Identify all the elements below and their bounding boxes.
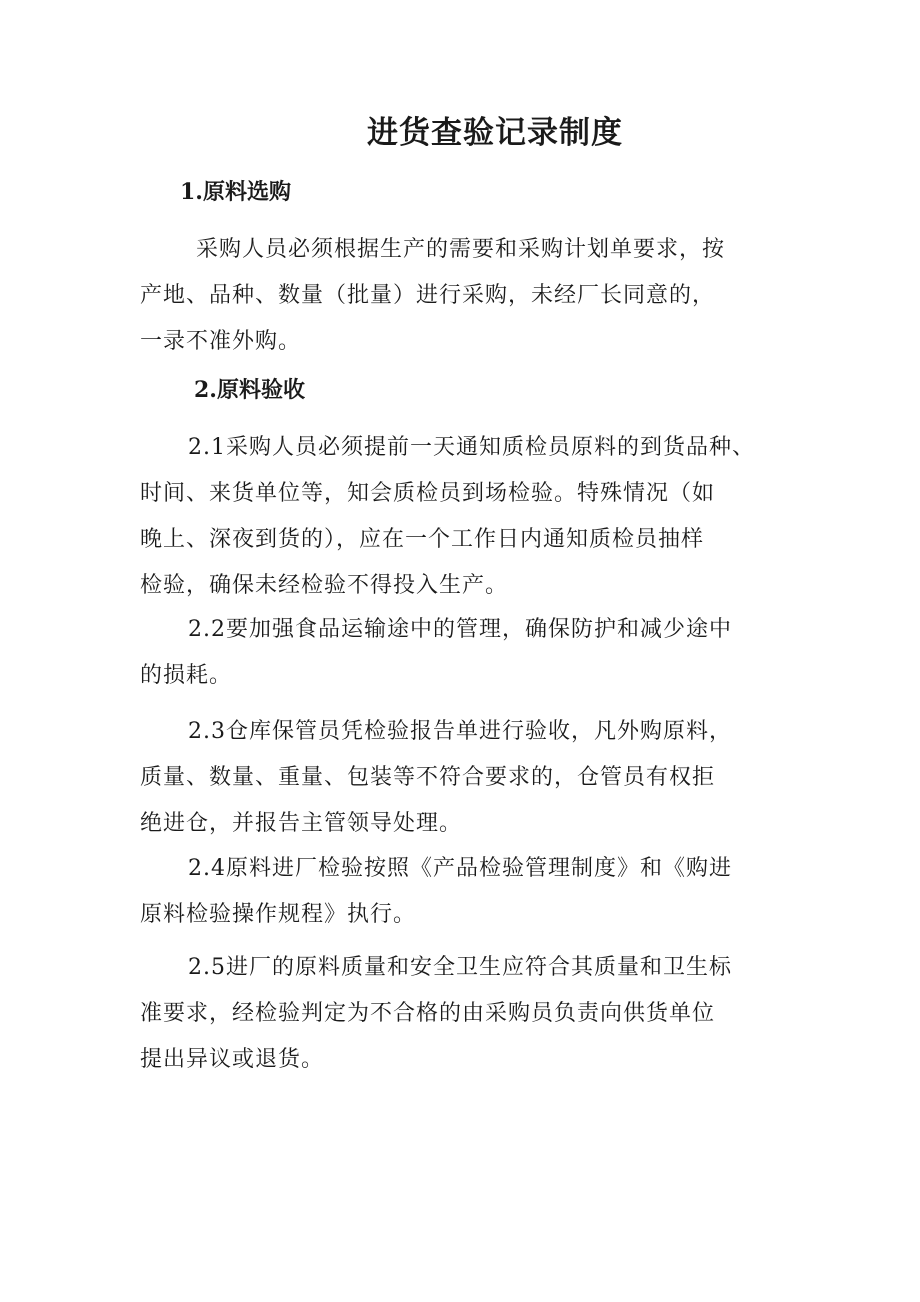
paragraph-1 xyxy=(140,227,725,365)
paragraph-2-3 xyxy=(140,709,732,847)
paragraph-line: 准要求，经检验判定为不合格的由采购员负责向供货单位 xyxy=(140,1001,716,1026)
paragraph-line: 检验，确保未经检验不得投入生产。 xyxy=(140,573,509,598)
paragraph-line: 2.1采购人员必须提前一天通知质检员原料的到货品种、 xyxy=(188,435,755,460)
paragraph-line: 产地、品种、数量（批量）进行采购，未经厂长同意的， xyxy=(140,283,716,308)
paragraph-line: 提出异议或退货。 xyxy=(140,1047,325,1072)
paragraph-line: 采购人员必须根据生产的需要和采购计划单要求，按 xyxy=(196,237,726,262)
paragraph-line: 晚上、深夜到货的），应在一个工作日内通知质检员抽样 xyxy=(140,527,705,552)
paragraph-line: 质量、数量、重量、包装等不符合要求的，仓管员有权拒 xyxy=(140,765,716,790)
paragraph-line: 2.5进厂的原料质量和安全卫生应符合其质量和卫生标 xyxy=(188,955,732,980)
paragraph-2-2 xyxy=(140,607,732,699)
paragraph-2-4 xyxy=(140,846,732,938)
section-heading-1: 1.原料选购 xyxy=(180,179,291,205)
section-heading-2: 2.原料验收 xyxy=(194,377,305,403)
paragraph-line: 2.4原料进厂检验按照《产品检验管理制度》和《购进 xyxy=(188,856,732,881)
paragraph-line: 一录不准外购。 xyxy=(140,329,302,354)
document-title: 进货查验记录制度 xyxy=(367,115,623,151)
paragraph-line: 绝进仓，并报告主管领导处理。 xyxy=(140,811,463,836)
paragraph-line: 的损耗。 xyxy=(140,663,233,688)
paragraph-line: 时间、来货单位等，知会质检员到场检验。特殊情况（如 xyxy=(140,481,716,506)
paragraph-line: 2.3仓库保管员凭检验报告单进行验收，凡外购原料， xyxy=(188,719,732,744)
paragraph-line: 2.2要加强食品运输途中的管理，确保防护和减少途中 xyxy=(188,617,732,642)
paragraph-2-1 xyxy=(140,425,755,609)
paragraph-2-5 xyxy=(140,945,732,1083)
paragraph-line: 原料检验操作规程》执行。 xyxy=(140,902,417,927)
